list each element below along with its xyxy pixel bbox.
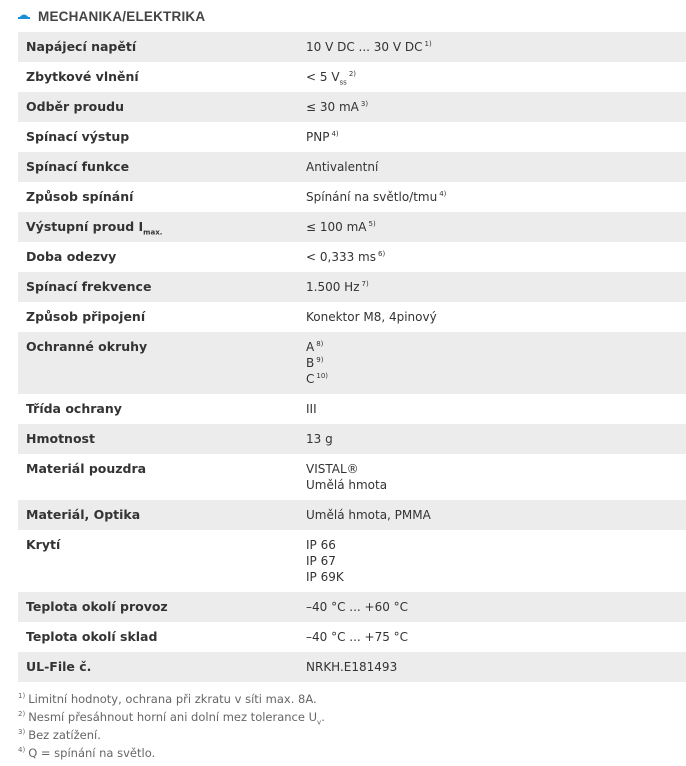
spec-value-text: Umělá hmota bbox=[306, 478, 388, 492]
spec-row bbox=[18, 92, 686, 122]
spec-value-line bbox=[306, 431, 686, 447]
spec-value-text: 13 g bbox=[306, 432, 333, 446]
spec-label bbox=[18, 272, 298, 302]
spec-label bbox=[18, 122, 298, 152]
spec-value-line bbox=[306, 629, 686, 645]
spec-value-line bbox=[306, 537, 686, 553]
spec-value bbox=[298, 32, 686, 62]
spec-value-text: ≤ 100 mA bbox=[306, 220, 367, 234]
spec-label bbox=[18, 332, 298, 362]
spec-value-text: B bbox=[306, 356, 315, 370]
spec-value bbox=[298, 302, 686, 332]
spec-row bbox=[18, 32, 686, 62]
spec-value-text: IP 67 bbox=[306, 554, 336, 568]
spec-value-text: IP 66 bbox=[306, 538, 336, 552]
footnote-text: Limitní hodnoty, ochrana při zkratu v síti max. 8A. bbox=[28, 692, 317, 706]
spec-row bbox=[18, 622, 686, 652]
spec-value-text: IP 69K bbox=[306, 570, 344, 584]
spec-label bbox=[18, 592, 298, 622]
spec-row bbox=[18, 394, 686, 424]
spec-label-text: Spínací funkce bbox=[26, 159, 130, 174]
spec-row bbox=[18, 592, 686, 622]
footnote-ref: 8) bbox=[316, 340, 324, 348]
spec-value-line bbox=[306, 553, 686, 569]
spec-value-text: 1.500 Hz bbox=[306, 280, 360, 294]
spec-label-subscript: max. bbox=[143, 228, 163, 237]
footnote-number: 2) bbox=[18, 710, 26, 719]
spec-value-text: < 5 V bbox=[306, 70, 340, 84]
spec-row bbox=[18, 152, 686, 182]
spec-value-text: Antivalentní bbox=[306, 160, 379, 174]
footnote bbox=[18, 690, 325, 708]
spec-label bbox=[18, 62, 298, 92]
spec-label bbox=[18, 32, 298, 62]
spec-value-line bbox=[306, 39, 686, 55]
footnote-text: Nesmí přesáhnout horní ani dolní mez tolerance U bbox=[28, 710, 318, 724]
spec-row bbox=[18, 530, 686, 592]
spec-value-text: –40 °C ... +60 °C bbox=[306, 600, 409, 614]
spec-value bbox=[298, 332, 686, 394]
spec-label bbox=[18, 302, 298, 332]
spec-value-text: C bbox=[306, 372, 315, 386]
spec-table bbox=[18, 32, 686, 682]
spec-label bbox=[18, 182, 298, 212]
footnote-subscript: v bbox=[317, 718, 322, 727]
spec-value bbox=[298, 454, 686, 500]
spec-value-line bbox=[306, 249, 686, 265]
spec-label bbox=[18, 530, 298, 560]
footnote-ref: 7) bbox=[361, 280, 369, 288]
footnotes bbox=[18, 690, 325, 762]
spec-value-line bbox=[306, 99, 686, 115]
spec-value-text: –40 °C ... +75 °C bbox=[306, 630, 409, 644]
spec-label-text: Výstupní proud I bbox=[26, 219, 144, 234]
spec-label-text: Teplota okolí sklad bbox=[26, 629, 158, 644]
spec-value bbox=[298, 424, 686, 454]
spec-row bbox=[18, 500, 686, 530]
spec-value-text: < 0,333 ms bbox=[306, 250, 376, 264]
spec-label-text: Materiál pouzdra bbox=[26, 461, 147, 476]
collapse-icon[interactable] bbox=[18, 12, 30, 19]
spec-label-text: Třída ochrany bbox=[26, 401, 122, 416]
footnote bbox=[18, 744, 325, 762]
spec-label-text: Materiál, Optika bbox=[26, 507, 141, 522]
spec-label bbox=[18, 652, 298, 682]
spec-value bbox=[298, 652, 686, 682]
spec-value bbox=[298, 272, 686, 302]
footnote-text: Bez zatížení. bbox=[28, 728, 101, 742]
spec-label-text: Ochranné okruhy bbox=[26, 339, 148, 354]
section-title: MECHANIKA/ELEKTRIKA bbox=[38, 8, 206, 24]
spec-label bbox=[18, 394, 298, 424]
spec-value bbox=[298, 530, 686, 592]
spec-label bbox=[18, 212, 298, 242]
footnote-ref: 4) bbox=[331, 130, 339, 138]
spec-label-text: Spínací výstup bbox=[26, 129, 130, 144]
spec-value-line bbox=[306, 355, 686, 371]
spec-label-text: Krytí bbox=[26, 537, 61, 552]
spec-label bbox=[18, 622, 298, 652]
spec-row bbox=[18, 212, 686, 242]
spec-value-text: Spínání na světlo/tmu bbox=[306, 190, 438, 204]
spec-value-line bbox=[306, 599, 686, 615]
spec-value bbox=[298, 122, 686, 152]
spec-value bbox=[298, 242, 686, 272]
spec-value-line bbox=[306, 569, 686, 585]
spec-value-text: PNP bbox=[306, 130, 330, 144]
spec-label bbox=[18, 500, 298, 530]
spec-value-line bbox=[306, 129, 686, 145]
spec-value bbox=[298, 212, 686, 242]
spec-row bbox=[18, 302, 686, 332]
section-header[interactable] bbox=[18, 2, 686, 30]
spec-value-line bbox=[306, 507, 686, 523]
spec-value bbox=[298, 92, 686, 122]
spec-label-text: Způsob spínání bbox=[26, 189, 134, 204]
spec-label bbox=[18, 424, 298, 454]
spec-label-text: Odběr proudu bbox=[26, 99, 124, 114]
footnote bbox=[18, 726, 325, 744]
spec-row bbox=[18, 122, 686, 152]
footnote-ref: 3) bbox=[360, 100, 369, 108]
spec-value-text: ≤ 30 mA bbox=[306, 100, 359, 114]
spec-row bbox=[18, 182, 686, 212]
spec-value bbox=[298, 62, 686, 92]
spec-label-text: Teplota okolí provoz bbox=[26, 599, 168, 614]
spec-label-text: Způsob připojení bbox=[26, 309, 146, 324]
spec-label-text: UL-File č. bbox=[26, 659, 92, 674]
spec-value-line bbox=[306, 159, 686, 175]
spec-label bbox=[18, 454, 298, 484]
spec-label bbox=[18, 152, 298, 182]
footnote-number: 4) bbox=[18, 746, 26, 755]
spec-value-text: Konektor M8, 4pinový bbox=[306, 310, 437, 324]
spec-value-line bbox=[306, 69, 686, 85]
spec-value-line bbox=[306, 189, 686, 205]
spec-value bbox=[298, 592, 686, 622]
footnote bbox=[18, 708, 325, 726]
spec-label-text: Spínací frekvence bbox=[26, 279, 152, 294]
footnote-ref: 5) bbox=[368, 220, 376, 228]
spec-row bbox=[18, 242, 686, 272]
spec-row bbox=[18, 62, 686, 92]
footnote-ref: 6) bbox=[377, 250, 386, 258]
spec-value-line bbox=[306, 461, 686, 477]
footnote-ref: 4) bbox=[439, 190, 447, 198]
footnote-ref: 1) bbox=[424, 40, 432, 48]
spec-value-text: Umělá hmota, PMMA bbox=[306, 508, 431, 522]
spec-label-text: Napájecí napětí bbox=[26, 39, 137, 54]
spec-row bbox=[18, 272, 686, 302]
spec-value-line bbox=[306, 309, 686, 325]
spec-value-text: NRKH.E181493 bbox=[306, 660, 398, 674]
footnote-ref: 10) bbox=[316, 372, 329, 380]
spec-row bbox=[18, 454, 686, 500]
spec-label bbox=[18, 242, 298, 272]
spec-row bbox=[18, 332, 686, 394]
footnote-ref: 2) bbox=[348, 70, 357, 78]
spec-label-text: Zbytkové vlnění bbox=[26, 69, 139, 84]
spec-value-line bbox=[306, 659, 686, 675]
spec-value bbox=[298, 152, 686, 182]
spec-value-text: 10 V DC ... 30 V DC bbox=[306, 40, 423, 54]
spec-value bbox=[298, 394, 686, 424]
spec-value-line bbox=[306, 401, 686, 417]
spec-value-line bbox=[306, 339, 686, 355]
spec-value-text: A bbox=[306, 340, 315, 354]
spec-value-text: III bbox=[306, 402, 317, 416]
footnote-number: 3) bbox=[18, 728, 26, 737]
spec-value bbox=[298, 622, 686, 652]
spec-value bbox=[298, 500, 686, 530]
footnote-ref: 9) bbox=[316, 356, 324, 364]
spec-value-line bbox=[306, 477, 686, 493]
spec-value bbox=[298, 182, 686, 212]
spec-row bbox=[18, 652, 686, 682]
footnote-number: 1) bbox=[18, 692, 26, 701]
spec-value-text: VISTAL® bbox=[306, 462, 359, 476]
spec-row bbox=[18, 424, 686, 454]
footnote-text: Q = spínání na světlo. bbox=[28, 746, 156, 760]
spec-label-text: Doba odezvy bbox=[26, 249, 117, 264]
spec-value-line bbox=[306, 371, 686, 387]
spec-label bbox=[18, 92, 298, 122]
spec-value-line bbox=[306, 279, 686, 295]
footnote-text-end: . bbox=[321, 710, 325, 724]
spec-value-subscript: ss bbox=[339, 78, 347, 87]
spec-value-line bbox=[306, 219, 686, 235]
spec-label-text: Hmotnost bbox=[26, 431, 95, 446]
